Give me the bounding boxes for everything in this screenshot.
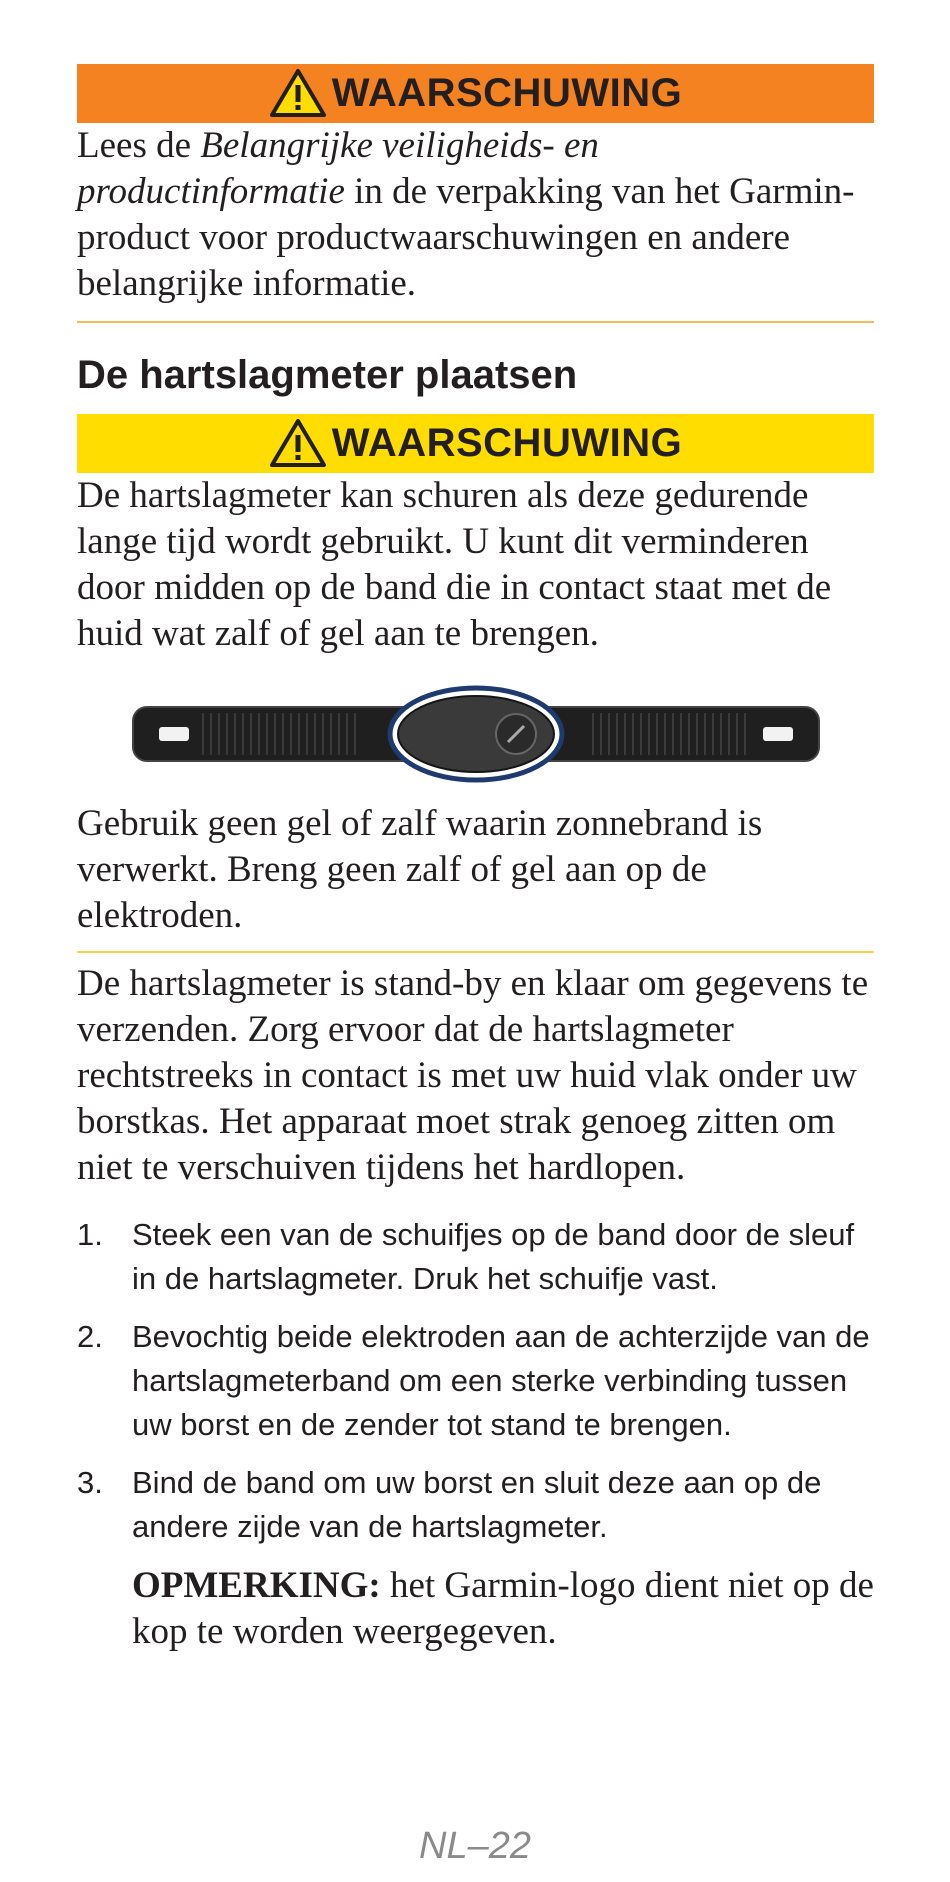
page-number: NL–22 <box>419 1825 531 1867</box>
warning-banner <box>77 64 874 123</box>
step-text: Bevochtig beide elektroden aan de achterzijde van de hartslagmeterband om een sterke verbinding tussen uw borst en de zender tot stand te brengen. <box>132 1319 870 1442</box>
steps-list <box>77 1213 874 1549</box>
section-heading: De hartslagmeter plaatsen <box>77 353 578 397</box>
heart-rate-strap-image <box>131 685 821 783</box>
gel-caution-text: Gebruik geen gel of zalf waarin zonnebrand is verwerkt. Breng geen zalf of gel aan op de elektroden. <box>77 803 763 936</box>
list-item <box>77 1315 874 1447</box>
list-item <box>77 1461 874 1549</box>
warning-text-start: Lees de <box>77 125 201 166</box>
warning-text: De hartslagmeter kan schuren als deze gedurende lange tijd wordt gebruikt. U kunt dit verminderen door midden op de band die in contact staat met de huid wat zalf of gel aan te brengen. <box>77 475 832 654</box>
document-title: Belangrijke veiligheids- en productinformatie <box>77 125 599 212</box>
warning-text-end: in de verpakking van het Garmin-product voor productwaarschuwingen en andere belangrijke informatie. <box>77 171 855 304</box>
step-text: Steek een van de schuifjes op de band door de sleuf in de hartslagmeter. Druk het schuifje vast. <box>132 1217 855 1296</box>
manual-page <box>77 64 874 1655</box>
step-text: Bind de band om uw borst en sluit deze aan op de andere zijde van de hartslagmeter. <box>132 1465 822 1544</box>
note-label: OPMERKING: <box>132 1565 381 1606</box>
warning-text <box>77 123 874 307</box>
warning-banner <box>77 414 874 473</box>
intro-paragraph: De hartslagmeter is stand-by en klaar om gegevens te verzenden. Zorg ervoor dat de hartslagmeter rechtstreeks in contact is met uw huid vlak onder uw borstkas. Het apparaat moet strak genoeg zitten om niet te verschuiven tijdens het hardlopen. <box>77 963 869 1188</box>
warning-triangle-icon <box>269 68 327 118</box>
note-text: het Garmin-logo dient niet op de kop te worden weergegeven. <box>132 1565 874 1652</box>
warning-triangle-icon <box>269 418 327 468</box>
divider <box>77 321 874 323</box>
warning-label: WAARSCHUWING <box>331 421 683 465</box>
warning-label: WAARSCHUWING <box>331 71 683 115</box>
step-number: 1. <box>77 1217 103 1252</box>
step-number: 2. <box>77 1319 103 1354</box>
note <box>132 1563 874 1655</box>
step-number: 3. <box>77 1465 103 1500</box>
divider <box>77 951 874 953</box>
list-item <box>77 1213 874 1301</box>
